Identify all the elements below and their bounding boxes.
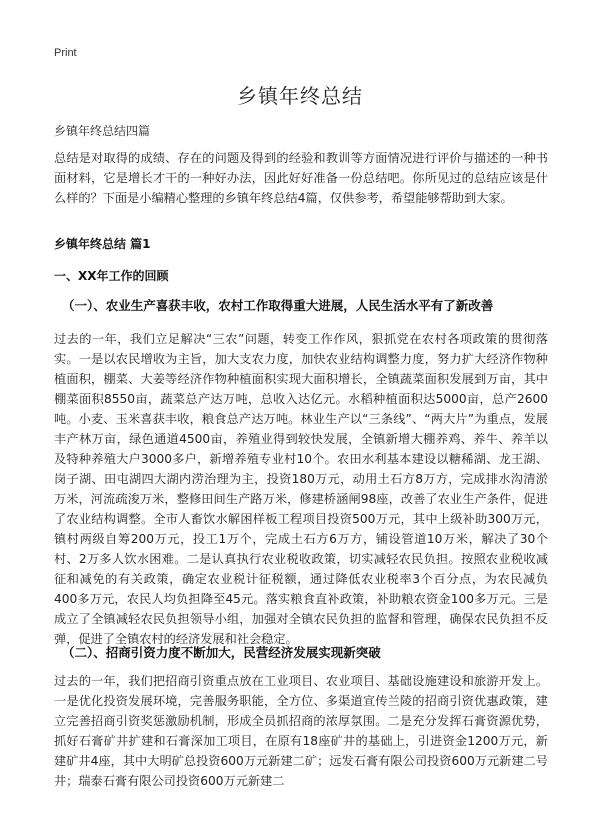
subsection-heading-agriculture: （一）、农业生产喜获丰收，农村工作取得重大进展，人民生活水平有了新改善 xyxy=(62,298,494,313)
print-link[interactable]: Print xyxy=(54,47,77,59)
intro-paragraph: 总结是对取得的成绩、存在的问题及得到的经验和教训等方面情况进行评价与描述的一种书面材料，它是增长才干的一种好办法，因此好好准备一份总结吧。你所见过的总结应该是什么样的？下面是小编精心整理的乡镇年终总结4篇，仅供参考，希望能够帮助到大家。 xyxy=(54,151,548,205)
document-title: 乡镇年终总结 xyxy=(237,84,363,108)
document-subtitle: 乡镇年终总结四篇 xyxy=(54,124,151,138)
subsection-heading-investment: （二）、招商引资力度不断加大，民营经济发展实现新突破 xyxy=(62,645,381,660)
section-heading-review: 一、XX年工作的回顾 xyxy=(54,269,169,283)
agriculture-paragraph: 过去的一年，我们立足解决“三农”问题，转变工作作风，狠抓党在农村各项政策的贯彻落实。一是以农民增收为主旨，加大支农力度，加快农业结构调整力度，努力扩大经济作物种植面积，棚菜、大姜等经济作物种植面积实现大面积增长，全镇蔬菜面积发展到万亩，其中棚菜面积8550亩，蔬菜总产达万吨，总收入达亿元。水稻种植面积达5000亩，总产2600吨。小麦、玉米喜获丰收，粮食总产达万吨。林业生产以“三条线”、“两大片”为重点，发展丰产林万亩，绿色通道4500亩，养殖业得到较快发展，全镇新增大棚养鸡、养牛、养羊以及特种养殖大户3000多户，新增养殖专业村10个。农田水利基本建设以糖稀湖、龙王湖、岗子湖、田屯湖四大湖内涝治理为主，投资180万元，动用土石方8万方，完成排水沟清淤万米，河流疏浚万米，整修田间生产路万米，修建桥涵闸98座，改善了农业生产条件，促进了农业结构调整。全市人畜饮水解困样板工程项目投资500万元，其中上级补助300万元，镇村两级自筹200万元，投工1万个，完成土石方6万方，铺设管道10万米，解决了30个村、2万多人饮水困难。二是认真执行农业税收政策，切实减轻农民负担。按照农业税收减征和减免的有关政策，确定农业税计征税额，通过降低农业税率3个百分点，为农民减负400多万元，农民人均负担降至45元。落实粮食直补政策，补助粮农资金100多万元。三是成立了全镇减轻农民负担领导小组，加强对全镇农民负担的监督和管理，确保农民负担不反弹，促进了全镇农村的经济发展和社会稳定。 xyxy=(54,332,548,646)
part-heading: 乡镇年终总结 篇1 xyxy=(54,237,151,251)
investment-paragraph: 过去的一年，我们把招商引资重点放在工业项目、农业项目、基础设施建设和旅游开发上。一是优化投资发展环境，完善服务职能，全方位、多渠道宣传兰陵的招商引资优惠政策，建立完善招商引资奖惩激励机制，形成全员抓招商的浓厚氛围。二是充分发挥石膏资源优势，抓好石膏矿井扩建和石膏深加工项目，在原有18座矿井的基础上，引进资金1200万元，新建矿井4座，其中大明矿总投资600万元新建二矿；远发石膏有限公司投资600万元新建二号井；瑞泰石膏有限公司投资600万元新建二 xyxy=(54,674,548,788)
